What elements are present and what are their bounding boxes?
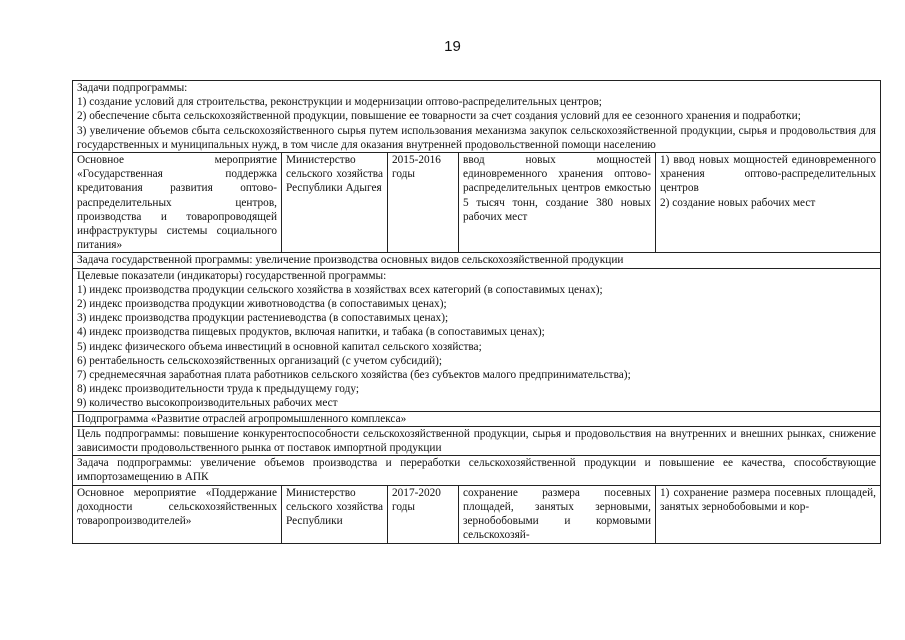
measure-cell: Основное мероприятие «Государственная поддержка кредитования развития оптово-распределительных центров, производства и товаропроводящей инфраструктуры системы социального питания» [73, 153, 282, 253]
indicator-item: 2) создание новых рабочих мест [660, 196, 816, 209]
task-item: 1) создание условий для строительства, реконструкции и модернизации оптово-распределительных центров; [77, 96, 602, 109]
measure-cell: Основное мероприятие «Поддержание доходности сельскохозяйственных товаропроизводителей» [73, 485, 282, 543]
targets-cell [73, 268, 881, 411]
subprogram-task-cell: Задача подпрограммы: увеличение объемов производства и переработки сельскохозяйственной продукции и повышение ее качества, способствующие импортозамещению в АПК [73, 456, 881, 485]
target-item: 9) количество высокопроизводительных рабочих мест [77, 397, 338, 410]
target-item: 1) индекс производства продукции сельского хозяйства в хозяйствах всех категорий (в сопоставимых ценах); [77, 283, 603, 296]
period-cell: 2015-2016 годы [388, 153, 459, 253]
tasks-title: Задачи подпрограммы: [77, 82, 188, 94]
task-item: 3) увеличение объемов сбыта сельскохозяйственного сырья путем использования механизма закупок сельскохозяйственной продукции, сырья и продовольствия для государственных и муниципальных нужд, в том числе для оказания внутренней продовольственной помощи населению [77, 124, 876, 151]
executor-cell: Министерство сельского хозяйства Республики Адыгея [282, 153, 388, 253]
target-item: 5) индекс физического объема инвестиций в основной капитал сельского хозяйства; [77, 340, 482, 353]
page-number: 19 [444, 38, 461, 55]
target-item: 7) среднемесячная заработная плата работников сельского хозяйства (без субъектов малого предпринимательства); [77, 369, 631, 382]
target-item: 3) индекс производства продукции растениеводства (в сопоставимых ценах); [77, 312, 449, 325]
state-task-row [73, 253, 881, 268]
subprogram-goal-cell: Цель подпрограммы: повышение конкурентоспособности сельскохозяйственной продукции, сырья и продовольствия на внутренних и внешних рынках, снижение зависимости продовольственного рынка от поставок импортной продукции [73, 426, 881, 455]
targets-title: Целевые показатели (индикаторы) государственной программы: [77, 269, 387, 282]
subprogram-row [73, 411, 881, 426]
indicator-item: 1) ввод новых мощностей единовременного хранения оптово-распределительных центров [660, 154, 876, 195]
state-task-cell: Задача государственной программы: увеличение производства основных видов сельскохозяйственной продукции [73, 253, 881, 268]
result-cell: ввод новых мощностей единовременного хранения оптово-распределительных центров емкостью 5 тысяч тонн, создание 380 новых рабочих мест [459, 153, 656, 253]
program-table [72, 80, 881, 544]
indicators-cell: 1) сохранение размера посевных площадей, занятых зернобобовыми и кор- [656, 485, 881, 543]
task-item: 2) обеспечение сбыта сельскохозяйственной продукции, повышение ее товарности за счет создания условий для ее сезонного хранения и подработки; [77, 110, 801, 123]
target-item: 4) индекс производства пищевых продуктов, включая напитки, и табака (в сопоставимых ценах); [77, 326, 545, 339]
executor-cell: Министерство сельского хозяйства Республики [282, 485, 388, 543]
result-cell: сохранение размера посевных площадей, занятых зерновыми, зернобобовыми и кормовыми сельскохозяй- [459, 485, 656, 543]
sub-goal-row [73, 426, 881, 455]
tasks-row [73, 81, 881, 153]
measure-row [73, 485, 881, 543]
target-item: 6) рентабельность сельскохозяйственных организаций (с учетом субсидий); [77, 354, 443, 367]
measure-row [73, 153, 881, 253]
indicators-cell [656, 153, 881, 253]
subprogram-tasks-cell [73, 81, 881, 153]
period-cell: 2017-2020 годы [388, 485, 459, 543]
target-item: 8) индекс производительности труда к предыдущему году; [77, 383, 359, 396]
sub-task-row [73, 456, 881, 485]
targets-row [73, 268, 881, 411]
target-item: 2) индекс производства продукции животноводства (в сопоставимых ценах); [77, 298, 447, 311]
subprogram-title-cell: Подпрограмма «Развитие отраслей агропромышленного комплекса» [73, 411, 881, 426]
